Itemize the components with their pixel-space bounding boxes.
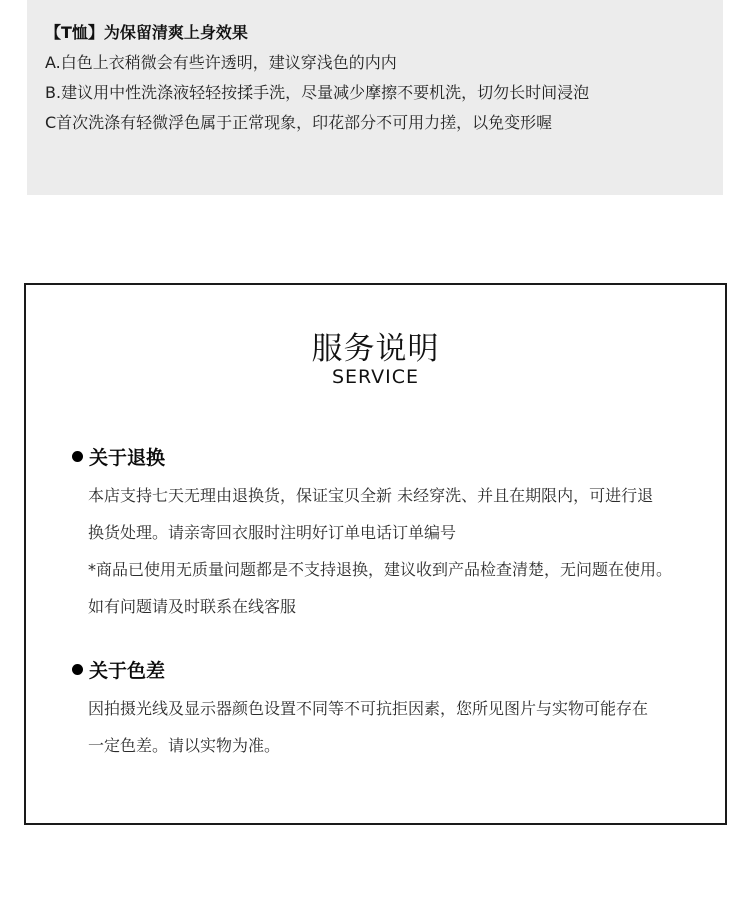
color-line: 因拍摄光线及显示器颜色设置不同等不可抗拒因素，您所见图片与实物可能存在 (88, 699, 649, 718)
care-instructions-panel (27, 0, 723, 195)
bullet-icon (72, 664, 83, 675)
color-line: 一定色差。请以实物为准。 (88, 736, 281, 755)
section-heading-returns (72, 445, 165, 471)
section-heading-color-label: 关于色差 (89, 660, 166, 682)
section-heading-returns-label: 关于退换 (89, 447, 166, 469)
service-subtitle: SERVICE (331, 366, 420, 388)
care-line-c: C首次洗涤有轻微浮色属于正常现象，印花部分不可用力搓，以免变形喔 (45, 113, 553, 132)
care-line-a: A.白色上衣稍微会有些许透明，建议穿浅色的内内 (45, 53, 397, 72)
section-body-color (88, 698, 718, 772)
care-title: 【T恤】为保留清爽上身效果 (45, 23, 248, 42)
service-title: 服务说明 (311, 331, 440, 367)
care-line-b: B.建议用中性洗涤液轻轻按揉手洗，尽量减少摩擦不要机洗，切勿长时间浸泡 (45, 83, 590, 102)
returns-line: 如有问题请及时联系在线客服 (88, 597, 297, 616)
returns-line: 换货处理。请亲寄回衣服时注明好订单电话订单编号 (88, 523, 457, 542)
returns-line: *商品已使用无质量问题都是不支持退换，建议收到产品检查清楚，无问题在使用。 (88, 560, 673, 579)
bullet-icon (72, 451, 83, 462)
section-body-returns (88, 485, 718, 633)
service-panel (24, 283, 727, 825)
returns-line: 本店支持七天无理由退换货，保证宝贝全新 未经穿洗、并且在期限内，可进行退 (88, 486, 654, 505)
section-heading-color (72, 658, 165, 684)
